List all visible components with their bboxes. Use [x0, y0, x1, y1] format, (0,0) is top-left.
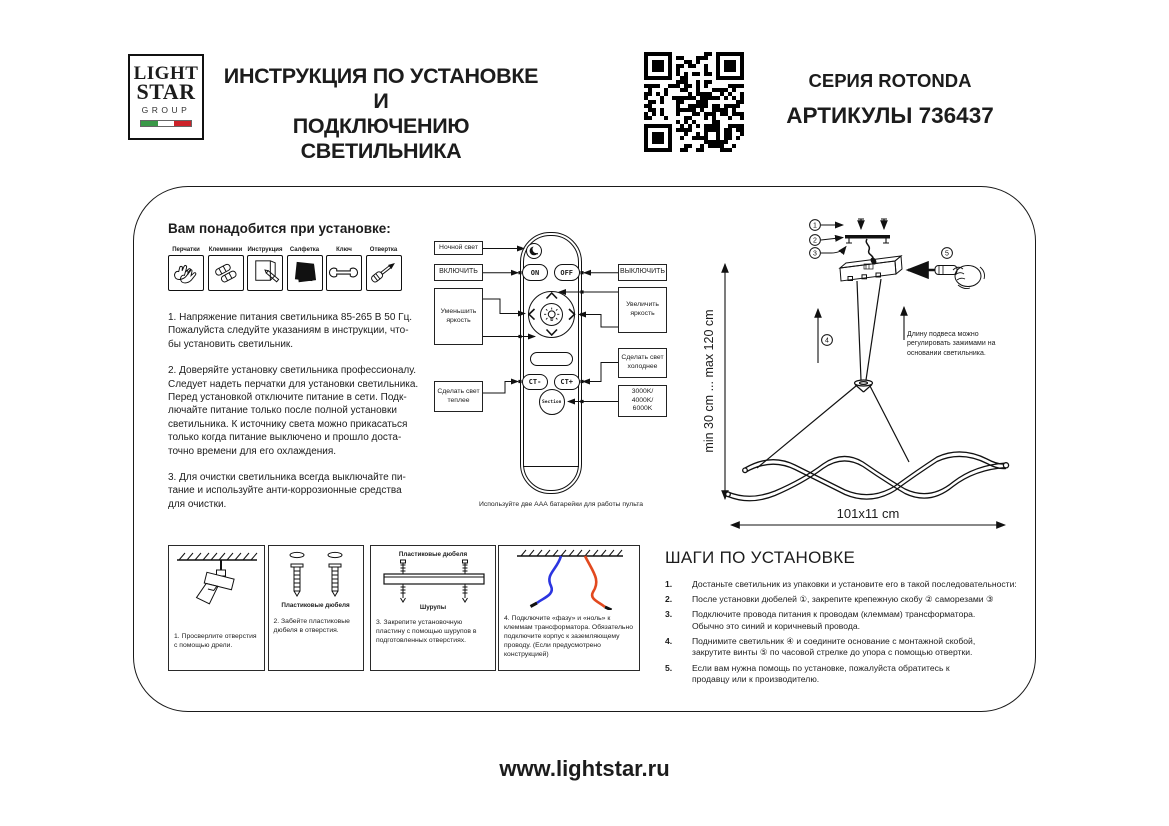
- step-number: 5.: [665, 662, 673, 673]
- step-text: Подключите провода питания к проводам (клеммам) трансформатора. Обычно это синий и коричневый провода.: [692, 609, 976, 631]
- tool-manual: [247, 246, 283, 291]
- section-button: Section: [539, 389, 565, 415]
- warning-paragraph-3: 3. Для очистки светильника всегда выключайте пи-тание и используйте анти-коррозионные средства для очистки.: [168, 472, 406, 510]
- mount-screws: [858, 219, 887, 229]
- callout-colder-light: Сделать свет холоднее: [618, 348, 667, 378]
- install-step-2: [665, 594, 1035, 606]
- screws-label: Шурупы: [419, 604, 447, 611]
- tools-row: [168, 246, 402, 291]
- tool-gloves: [168, 246, 204, 291]
- step-number: 1.: [665, 579, 673, 589]
- tool-label: Салфетка: [289, 247, 320, 253]
- terminals-icon: [208, 255, 244, 291]
- page-title: [216, 64, 546, 164]
- logo-word-light: LIGHT: [133, 63, 199, 84]
- logo-word-star: STAR: [136, 79, 196, 104]
- lift-arrows: [818, 307, 904, 363]
- callout-night-light: Ночной свет: [434, 241, 483, 255]
- callout-number-2: 2: [813, 237, 817, 245]
- step-box-3: [370, 545, 496, 671]
- callout-decrease-brightness: Уменьшить яркость: [434, 288, 483, 345]
- footer-url: www.lightstar.ru: [499, 756, 670, 781]
- warning-paragraph-1: 1. Напряжение питания светильника 85-265 В 50 Гц. Пожалуйста следуйте указаниям в инструкции, что-бы установить светильник.: [168, 312, 413, 350]
- dpad-chevrons: [529, 293, 575, 335]
- dowels-label: Пластиковые дюбеля: [398, 551, 468, 558]
- install-heading: ШАГИ ПО УСТАНОВКЕ: [665, 548, 856, 567]
- step-text: Если вам нужна помощь по установке, пожалуйста обратитесь к продавцу или к производителю.: [692, 662, 950, 685]
- callout-color-temperatures: [618, 385, 667, 417]
- bulb-icon: [544, 308, 559, 321]
- moon-icon: [530, 245, 541, 255]
- callout-number-3: 3: [813, 250, 817, 258]
- step-caption: 3. Закрепите установочную пластину с помощью шурупов в подготовленных отверстиях.: [376, 619, 477, 644]
- warning-paragraphs: [168, 311, 421, 524]
- tool-napkin: [287, 246, 323, 291]
- on-button: ON: [522, 264, 548, 281]
- screwdriver-icon: [366, 255, 402, 291]
- italian-flag-stripe: [140, 120, 192, 127]
- screwdriver-hand: [908, 266, 985, 289]
- wrench-icon: [326, 255, 362, 291]
- kelvin-4000: 4000K/: [631, 396, 654, 404]
- series-label: СЕРИЯ ROTONDA: [808, 70, 972, 91]
- tool-terminals: [208, 246, 244, 291]
- callout-number-5: 5: [945, 250, 949, 258]
- remote-diagram: [430, 228, 692, 520]
- step-caption: 1. Просверлите отверстия с помощью дрели.: [174, 633, 257, 649]
- pendant-diagram: [695, 200, 1035, 545]
- mounting-plate-icon: [371, 558, 497, 604]
- tool-screwdriver: [366, 246, 402, 291]
- step-text: Достаньте светильник из упаковки и установите его в такой последовательности:: [692, 579, 1017, 589]
- warning-paragraph-2: 2. Доверяйте установку светильника профессионалу. Следует надеть перчатки для установки светильника. Перед установкой отключите питание в сети. Подк-лючайте питание только после полной установки светильника. К источнику света можно прикасаться только когда питание выключено и прошло доста-точно времени для его охлаждения.: [168, 365, 419, 457]
- height-range-label: min 30 cm ... max 120 cm: [702, 309, 716, 453]
- manual-icon: [247, 255, 283, 291]
- callout-turn-off: ВЫКЛЮЧИТЬ: [618, 264, 667, 281]
- title-line-1: ИНСТРУКЦИЯ ПО УСТАНОВКЕ И: [223, 64, 539, 113]
- articles-label: АРТИКУЛЫ 736437: [786, 103, 994, 128]
- step-number: 2.: [665, 594, 673, 605]
- step-number: 3.: [665, 609, 673, 620]
- callout-number-1: 1: [813, 222, 817, 230]
- off-button: OFF: [554, 264, 580, 281]
- tool-label: Перчатки: [172, 247, 200, 253]
- step-box-1: [168, 545, 265, 671]
- install-step-3: [665, 609, 1035, 632]
- callout-increase-brightness: Увеличить яркость: [618, 287, 667, 333]
- tool-label: Клеммники: [208, 247, 243, 253]
- supply-wire: [866, 239, 873, 259]
- step-caption: 2. Забейте пластиковые дюбеля в отверстия.: [273, 618, 350, 634]
- logo-word-group: GROUP: [141, 105, 191, 115]
- callout-number-4: 4: [825, 337, 829, 345]
- title-line-2: ПОДКЛЮЧЕНИЮ СВЕТИЛЬНИКА: [292, 114, 470, 163]
- gloves-icon: [168, 255, 204, 291]
- dowels-icon: [269, 546, 365, 602]
- pendant-note: Длину подвеса можно регулировать зажимами на основании светильника.: [907, 331, 996, 357]
- mounting-bracket: [845, 235, 890, 243]
- tool-label: Инструкция: [247, 247, 283, 253]
- suspension-cables: [757, 279, 909, 468]
- install-step-1: [665, 579, 1035, 591]
- install-steps: [665, 548, 1035, 689]
- kelvin-6000: 6000K: [632, 405, 653, 413]
- step-caption: 4. Подключите «фазу» и «ноль» к клеммам трансформатора. Обязательно подключите корпус к заземляющему проводу. (Если предусмотрено конструкцией): [504, 615, 634, 658]
- tool-label: Ключ: [336, 247, 352, 253]
- step-text: После установки дюбелей ①, закрепите крепежную скобу ② саморезами ③: [692, 594, 994, 605]
- canopy-box: [840, 256, 902, 281]
- wires-icon: [499, 546, 641, 610]
- series-block: [770, 70, 1010, 129]
- drill-icon: [169, 546, 266, 618]
- needs-heading: Вам понадобится при установке:: [168, 221, 391, 236]
- install-step-5: [665, 663, 1035, 686]
- tool-label: Отвертка: [369, 247, 398, 253]
- remote-caption: Используйте две ААА батарейки для работы пульта: [478, 501, 644, 508]
- step-box-4: [498, 545, 640, 671]
- callout-turn-on: ВКЛЮЧИТЬ: [434, 264, 483, 281]
- dowels-label: Пластиковые дюбеля: [281, 602, 350, 609]
- callout-warmer-light: Сделать свет теплее: [434, 381, 483, 412]
- tool-wrench: [326, 246, 362, 291]
- kelvin-3000: 3000K/: [631, 388, 654, 396]
- step-text: Поднимите светильник ④ и соедините основание с монтажной скобой, закрутите винты ⑤ по часовой стрелке до упора с помощью отвертки.: [692, 635, 976, 658]
- step-box-2: [268, 545, 364, 671]
- install-step-4: [665, 636, 1035, 659]
- width-label: 101x11 cm: [836, 506, 900, 521]
- pendant-drawing: [695, 200, 1035, 545]
- qr-code: [642, 52, 746, 152]
- ct-minus-button: CT-: [522, 374, 548, 390]
- step-number: 4.: [665, 635, 673, 646]
- napkin-icon: [287, 255, 323, 291]
- ct-plus-button: CT+: [554, 374, 580, 390]
- lightstar-logo: [128, 54, 204, 140]
